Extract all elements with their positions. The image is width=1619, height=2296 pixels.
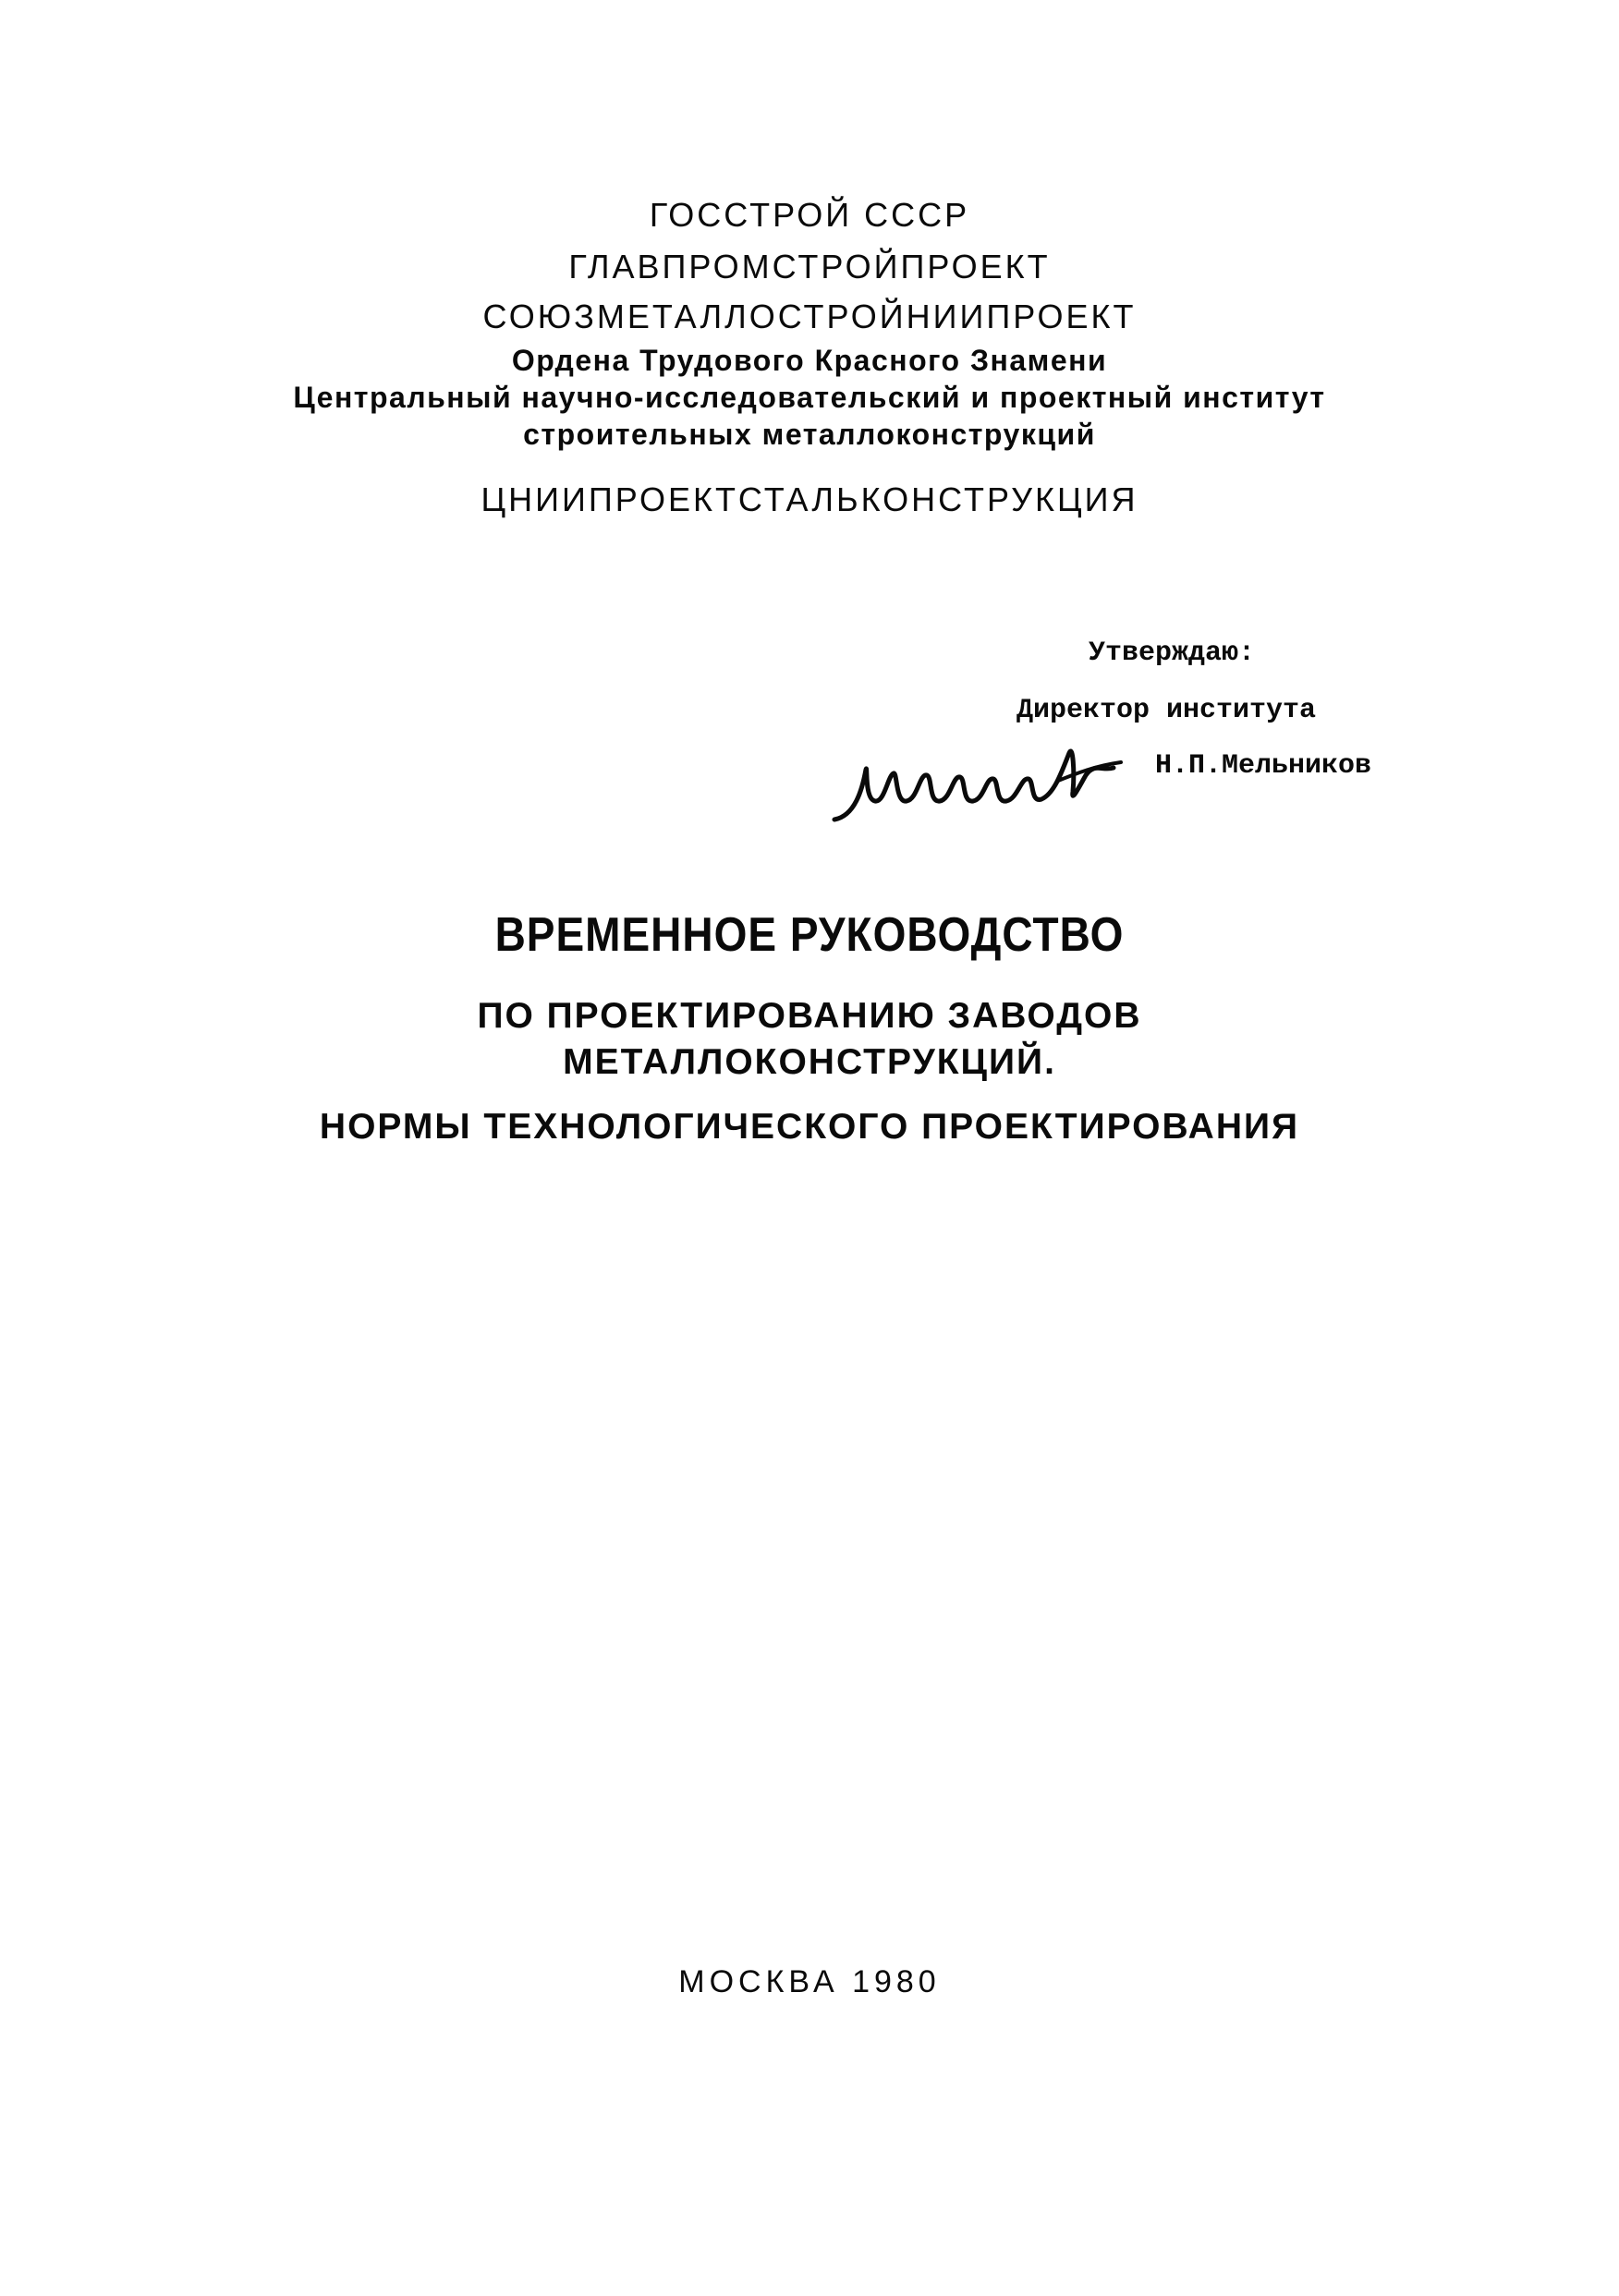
document-subtitle-line-2: МЕТАЛЛОКОНСТРУКЦИЙ.	[563, 1042, 1056, 1082]
directorate-name: ГЛАВПРОМСТРОЙПРОЕКТ	[568, 248, 1051, 285]
institute-abbreviation: ЦНИИПРОЕКТСТАЛЬКОНСТРУКЦИЯ	[481, 480, 1138, 518]
document-subtitle-line-1: ПО ПРОЕКТИРОВАНИЮ ЗАВОДОВ	[477, 996, 1142, 1036]
document-title: ВРЕМЕННОЕ РУКОВОДСТВО	[494, 906, 1125, 962]
document-subtitle-line-3: НОРМЫ ТЕХНОЛОГИЧЕСКОГО ПРОЕКТИРОВАНИЯ	[319, 1107, 1300, 1147]
place-and-year: МОСКВА 1980	[678, 1964, 941, 1999]
order-line: Ордена Трудового Красного Знамени	[511, 344, 1108, 377]
ministry-name: ГОССТРОЙ СССР	[649, 196, 970, 234]
approved-label: Утверждаю:	[1089, 638, 1256, 669]
association-name: СОЮЗМЕТАЛЛОСТРОЙНИИПРОЕКТ	[482, 298, 1137, 335]
institute-line-2: строительных металлоконструкций	[523, 418, 1096, 451]
approver-position: Директор института	[1016, 695, 1317, 726]
approver-name: Н.П.Мельников	[1155, 750, 1372, 782]
institute-line-1: Центральный научно-исследовательский и проектный институт	[293, 381, 1326, 414]
